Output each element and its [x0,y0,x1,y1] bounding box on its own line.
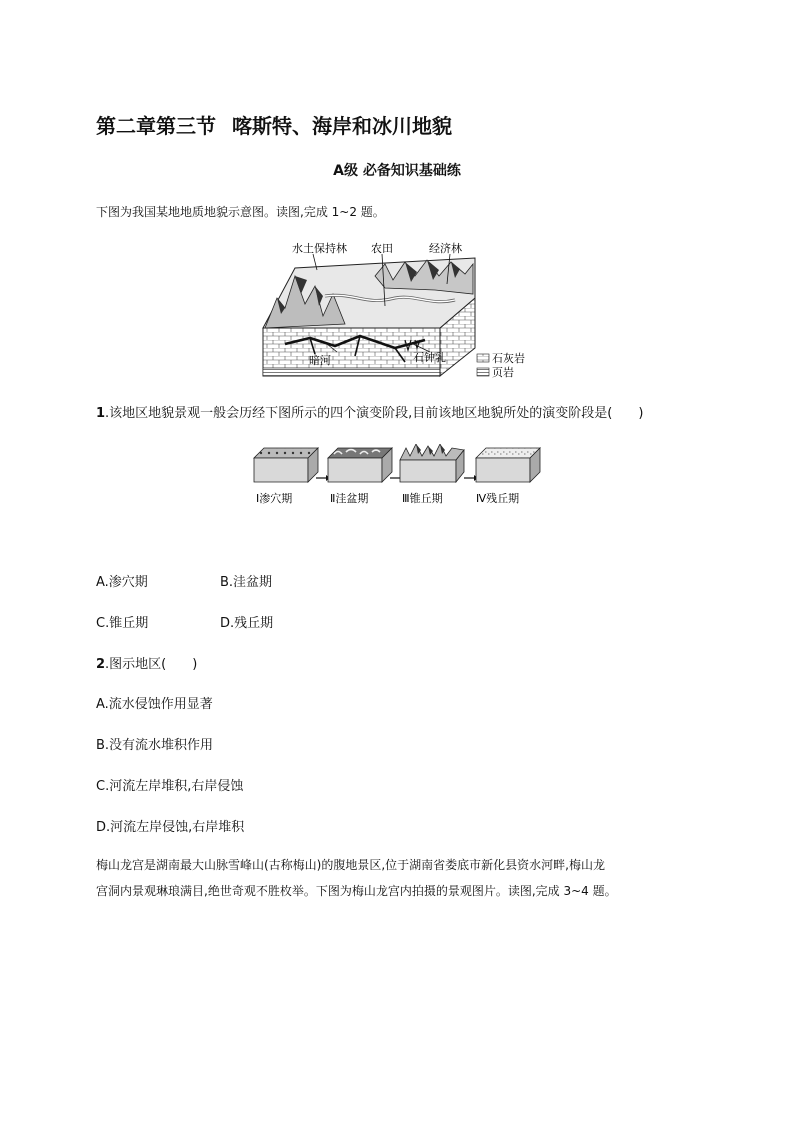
question-2 [96,653,197,672]
section-title: 喀斯特、海岸和冰川地貌 [232,114,452,138]
question-2-number: 2 [96,657,106,672]
q2-option-b[interactable]: B.没有流水堆积作用 [96,738,214,753]
intro-text-2-line-2: 宫洞内景观琳琅满目,绝世奇观不胜枚举。下图为梅山龙宫内拍摄的景观图片。读图,完成 3~4 题。 [96,884,617,898]
stage-label-4: Ⅳ残丘期 [476,492,520,505]
level-heading: A级 必备知识基础练 [333,163,461,179]
karst-stages-diagram [250,444,550,510]
question-2-text: .图示地区( ) [105,657,198,672]
legend-shale: 页岩 [492,366,514,379]
question-1 [96,402,643,421]
label-soil-forest: 水土保持林 [292,242,347,255]
chapter-label: 第二章第三节 [96,114,216,138]
stage-2-block [328,448,392,482]
stage-label-1: Ⅰ渗穴期 [256,492,293,505]
label-economic-forest: 经济林 [429,242,462,255]
intro-text-2 [96,852,706,904]
stage-label-2: Ⅱ洼盆期 [330,492,369,505]
q1-option-b[interactable]: B.洼盆期 [220,575,273,590]
q1-option-a[interactable]: A.渗穴期 [96,575,148,590]
stage-label-3: Ⅲ锥丘期 [402,492,443,505]
q2-option-c[interactable]: C.河流左岸堆积,右岸侵蚀 [96,779,244,794]
q2-option-d[interactable]: D.河流左岸侵蚀,右岸堆积 [96,820,245,835]
label-underground-river: 暗河 [309,354,331,367]
q2-option-a[interactable]: A.流水侵蚀作用显著 [96,697,213,712]
legend-limestone: 石灰岩 [492,352,525,365]
intro-text-1: 下图为我国某地地质地貌示意图。读图,完成 1~2 题。 [96,205,385,219]
label-stalactite: 石钟乳 [413,351,446,364]
q1-option-d[interactable]: D.残丘期 [220,616,274,631]
q1-option-c[interactable]: C.锥丘期 [96,616,149,631]
stage-1-block [254,448,318,482]
page-title [96,110,452,139]
karst-block-diagram [255,236,535,382]
label-farmland: 农田 [371,242,393,255]
stage-3-block [400,444,464,482]
intro-text-2-line-1: 梅山龙宫是湖南最大山脉雪峰山(古称梅山)的腹地景区,位于湖南省娄底市新化县资水河畔,梅山龙 [96,858,605,872]
stage-4-block [476,448,540,482]
question-1-text: .该地区地貌景观一般会历经下图所示的四个演变阶段,目前该地区地貌所处的演变阶段是( ) [105,406,644,421]
question-1-number: 1 [96,406,106,421]
